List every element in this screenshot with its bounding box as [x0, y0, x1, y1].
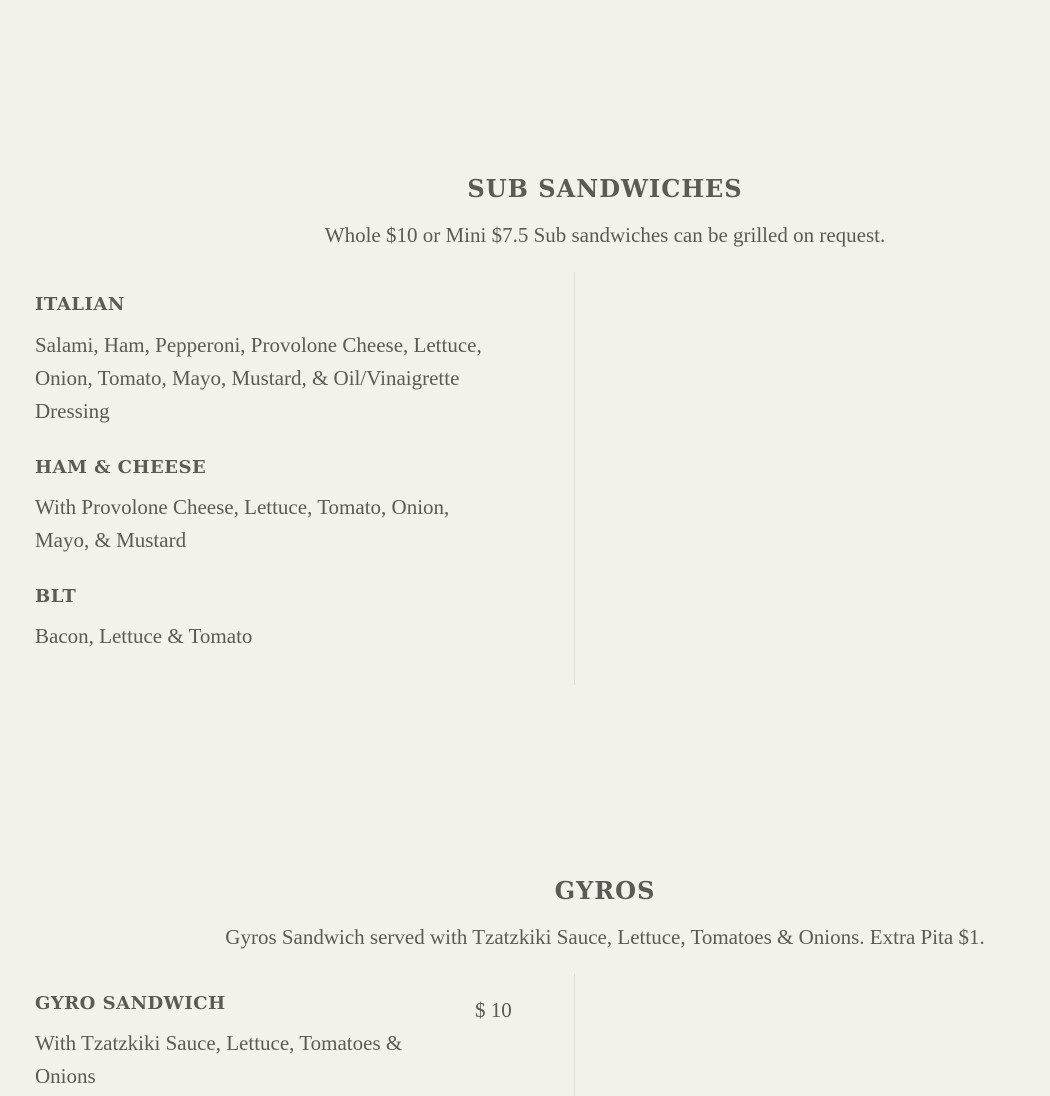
- section-title-sub-sandwiches: SUB SANDWICHES: [467, 174, 743, 203]
- section-title-gyros: GYROS: [554, 876, 656, 905]
- menu-item-description-gyro-sandwich: With Tzatzkiki Sauce, Lettuce, Tomatoes & Onions: [35, 1031, 403, 1088]
- column-divider: [574, 272, 575, 685]
- menu-item-price-gyro-sandwich: $ 10: [475, 998, 512, 1022]
- menu-item-name-gyro-sandwich: GYRO SANDWICH: [35, 993, 226, 1014]
- column-divider: [574, 974, 575, 1096]
- menu-item-name-ham-cheese: HAM & CHEESE: [35, 457, 207, 478]
- section-subtitle-sub-sandwiches: Whole $10 or Mini $7.5 Sub sandwiches can be grilled on request.: [324, 223, 886, 247]
- menu-item-description-ham-cheese: With Provolone Cheese, Lettuce, Tomato, Onion, Mayo, & Mustard: [35, 495, 450, 552]
- section-subtitle-gyros: Gyros Sandwich served with Tzatzkiki Sauce, Lettuce, Tomatoes & Onions. Extra Pita $1.: [225, 925, 985, 949]
- menu-item-name-blt: BLT: [35, 586, 77, 607]
- menu-item-name-italian: ITALIAN: [35, 294, 125, 315]
- menu-item-description-blt: Bacon, Lettuce & Tomato: [35, 624, 253, 648]
- menu-item-description-italian: Salami, Ham, Pepperoni, Provolone Cheese, Lettuce, Onion, Tomato, Mayo, Mustard, & Oil/Vinaigrette Dressing: [35, 333, 482, 423]
